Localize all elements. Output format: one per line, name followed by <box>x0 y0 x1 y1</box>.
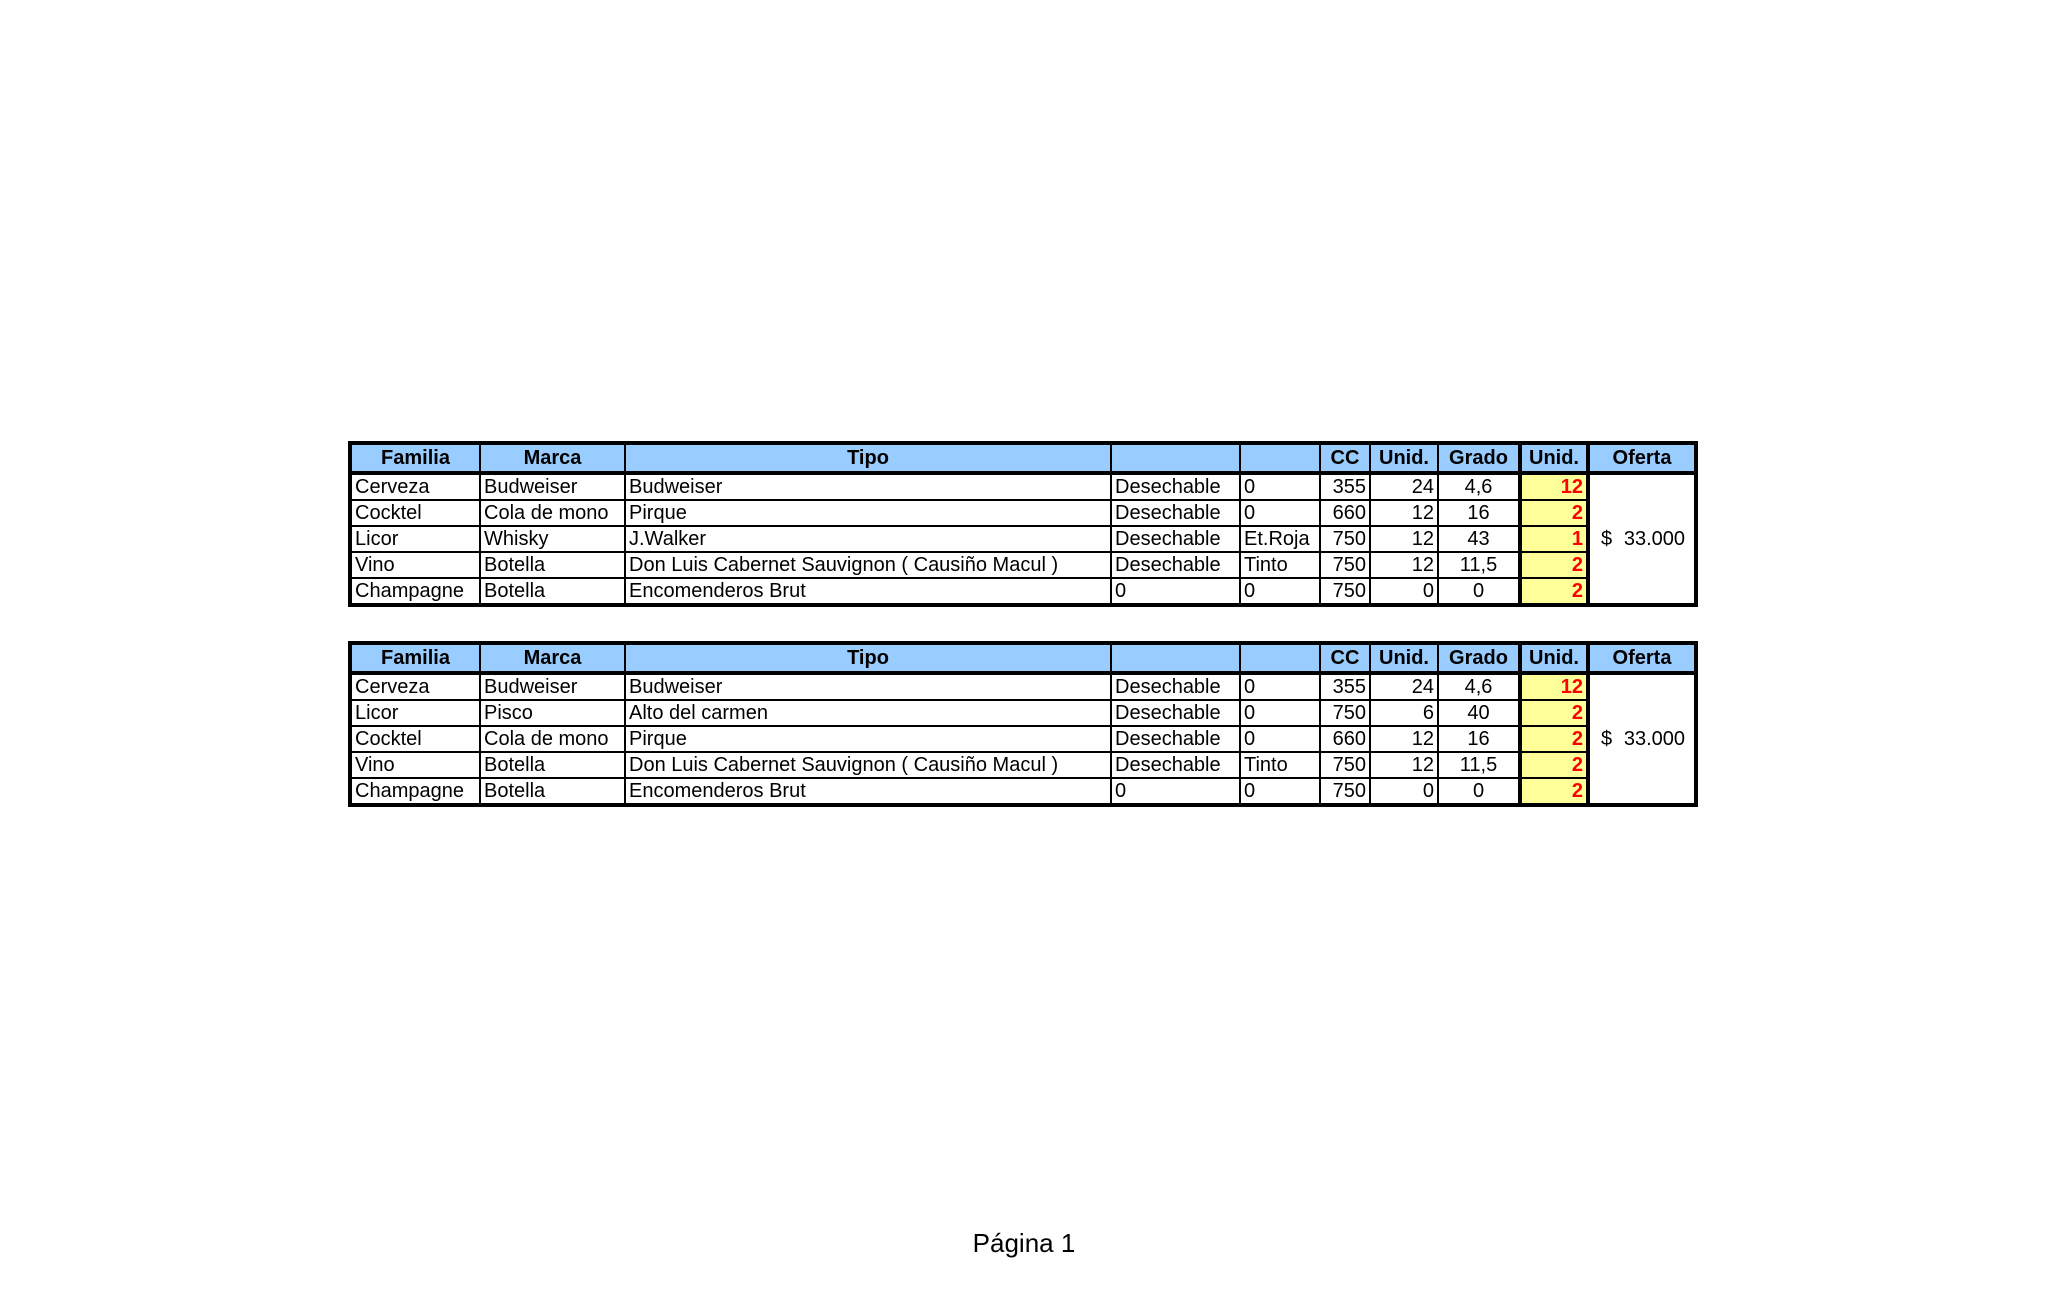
cell-unid: 12 <box>1370 526 1438 552</box>
cell-marca: Botella <box>480 552 625 578</box>
header-cantidad: Unid. <box>1520 443 1588 473</box>
cell-detalle: 0 <box>1240 673 1320 700</box>
cell-cc: 750 <box>1320 778 1370 805</box>
cell-grado: 11,5 <box>1438 752 1520 778</box>
cell-cantidad: 1 <box>1520 526 1588 552</box>
header-oferta: Oferta <box>1588 643 1696 673</box>
cell-grado: 16 <box>1438 726 1520 752</box>
cell-cc: 750 <box>1320 552 1370 578</box>
cell-cantidad: 2 <box>1520 578 1588 605</box>
header-row <box>350 643 1696 673</box>
cell-oferta <box>1588 673 1696 805</box>
cell-familia: Vino <box>350 752 480 778</box>
cell-cantidad: 2 <box>1520 726 1588 752</box>
cell-grado: 4,6 <box>1438 673 1520 700</box>
table-row <box>350 726 1696 752</box>
offer-table-2 <box>348 641 1698 807</box>
cell-tipo: Budweiser <box>625 473 1111 500</box>
cell-envase: Desechable <box>1111 726 1240 752</box>
header-familia: Familia <box>350 443 480 473</box>
header-envase <box>1111 443 1240 473</box>
cell-envase: Desechable <box>1111 752 1240 778</box>
cell-envase: Desechable <box>1111 500 1240 526</box>
cell-envase: 0 <box>1111 578 1240 605</box>
table-row <box>350 473 1696 500</box>
cell-familia: Cerveza <box>350 473 480 500</box>
cell-marca: Botella <box>480 752 625 778</box>
cell-grado: 4,6 <box>1438 473 1520 500</box>
cell-unid: 0 <box>1370 778 1438 805</box>
header-cc: CC <box>1320 643 1370 673</box>
cell-familia: Champagne <box>350 578 480 605</box>
cell-marca: Botella <box>480 578 625 605</box>
cell-cc: 750 <box>1320 526 1370 552</box>
table-row <box>350 500 1696 526</box>
cell-detalle: 0 <box>1240 578 1320 605</box>
cell-familia: Champagne <box>350 778 480 805</box>
table-row <box>350 526 1696 552</box>
cell-cc: 355 <box>1320 673 1370 700</box>
cell-cc: 750 <box>1320 752 1370 778</box>
header-unid: Unid. <box>1370 443 1438 473</box>
cell-detalle: 0 <box>1240 726 1320 752</box>
cell-unid: 24 <box>1370 473 1438 500</box>
cell-marca: Pisco <box>480 700 625 726</box>
cell-marca: Budweiser <box>480 673 625 700</box>
table-row <box>350 552 1696 578</box>
cell-oferta <box>1588 473 1696 605</box>
cell-tipo: J.Walker <box>625 526 1111 552</box>
cell-unid: 12 <box>1370 752 1438 778</box>
header-detalle <box>1240 443 1320 473</box>
cell-cantidad: 2 <box>1520 552 1588 578</box>
table-row <box>350 700 1696 726</box>
cell-cc: 660 <box>1320 726 1370 752</box>
oferta-currency: $ <box>1601 528 1613 550</box>
cell-tipo: Pirque <box>625 726 1111 752</box>
cell-cc: 750 <box>1320 700 1370 726</box>
cell-cc: 750 <box>1320 578 1370 605</box>
cell-envase: 0 <box>1111 778 1240 805</box>
table-row <box>350 578 1696 605</box>
header-envase <box>1111 643 1240 673</box>
cell-unid: 6 <box>1370 700 1438 726</box>
cell-tipo: Encomenderos Brut <box>625 578 1111 605</box>
cell-cantidad: 2 <box>1520 778 1588 805</box>
cell-cantidad: 12 <box>1520 673 1588 700</box>
table-row <box>350 673 1696 700</box>
header-tipo: Tipo <box>625 643 1111 673</box>
cell-marca: Cola de mono <box>480 726 625 752</box>
oferta-amount: 33.000 <box>1623 528 1685 550</box>
cell-envase: Desechable <box>1111 552 1240 578</box>
offer-table-1 <box>348 441 1698 607</box>
cell-cantidad: 2 <box>1520 700 1588 726</box>
cell-detalle: 0 <box>1240 700 1320 726</box>
cell-envase: Desechable <box>1111 700 1240 726</box>
oferta-currency: $ <box>1601 728 1613 750</box>
cell-tipo: Pirque <box>625 500 1111 526</box>
cell-marca: Botella <box>480 778 625 805</box>
cell-grado: 40 <box>1438 700 1520 726</box>
header-detalle <box>1240 643 1320 673</box>
header-row <box>350 443 1696 473</box>
cell-grado: 0 <box>1438 778 1520 805</box>
header-grado: Grado <box>1438 443 1520 473</box>
table-row <box>350 752 1696 778</box>
cell-familia: Cocktel <box>350 500 480 526</box>
cell-cc: 355 <box>1320 473 1370 500</box>
cell-detalle: Tinto <box>1240 752 1320 778</box>
header-grado: Grado <box>1438 643 1520 673</box>
cell-unid: 0 <box>1370 578 1438 605</box>
cell-unid: 24 <box>1370 673 1438 700</box>
cell-tipo: Don Luis Cabernet Sauvignon ( Causiño Macul ) <box>625 552 1111 578</box>
cell-detalle: Tinto <box>1240 552 1320 578</box>
header-familia: Familia <box>350 643 480 673</box>
header-marca: Marca <box>480 443 625 473</box>
cell-marca: Budweiser <box>480 473 625 500</box>
cell-grado: 0 <box>1438 578 1520 605</box>
cell-familia: Cerveza <box>350 673 480 700</box>
cell-envase: Desechable <box>1111 526 1240 552</box>
header-unid: Unid. <box>1370 643 1438 673</box>
header-tipo: Tipo <box>625 443 1111 473</box>
cell-familia: Vino <box>350 552 480 578</box>
cell-unid: 12 <box>1370 726 1438 752</box>
header-marca: Marca <box>480 643 625 673</box>
cell-envase: Desechable <box>1111 673 1240 700</box>
cell-cantidad: 2 <box>1520 500 1588 526</box>
cell-grado: 43 <box>1438 526 1520 552</box>
oferta-amount: 33.000 <box>1623 728 1685 750</box>
cell-marca: Whisky <box>480 526 625 552</box>
cell-familia: Licor <box>350 700 480 726</box>
cell-tipo: Budweiser <box>625 673 1111 700</box>
cell-grado: 11,5 <box>1438 552 1520 578</box>
header-oferta: Oferta <box>1588 443 1696 473</box>
cell-familia: Licor <box>350 526 480 552</box>
cell-tipo: Alto del carmen <box>625 700 1111 726</box>
cell-detalle: 0 <box>1240 778 1320 805</box>
cell-detalle: Et.Roja <box>1240 526 1320 552</box>
cell-tipo: Encomenderos Brut <box>625 778 1111 805</box>
cell-detalle: 0 <box>1240 500 1320 526</box>
cell-detalle: 0 <box>1240 473 1320 500</box>
cell-cantidad: 2 <box>1520 752 1588 778</box>
cell-tipo: Don Luis Cabernet Sauvignon ( Causiño Macul ) <box>625 752 1111 778</box>
table-row <box>350 778 1696 805</box>
cell-grado: 16 <box>1438 500 1520 526</box>
cell-cc: 660 <box>1320 500 1370 526</box>
cell-unid: 12 <box>1370 552 1438 578</box>
header-cc: CC <box>1320 443 1370 473</box>
cell-marca: Cola de mono <box>480 500 625 526</box>
header-cantidad: Unid. <box>1520 643 1588 673</box>
cell-familia: Cocktel <box>350 726 480 752</box>
cell-cantidad: 12 <box>1520 473 1588 500</box>
cell-unid: 12 <box>1370 500 1438 526</box>
page-number: Página 1 <box>972 1228 1076 1258</box>
cell-envase: Desechable <box>1111 473 1240 500</box>
